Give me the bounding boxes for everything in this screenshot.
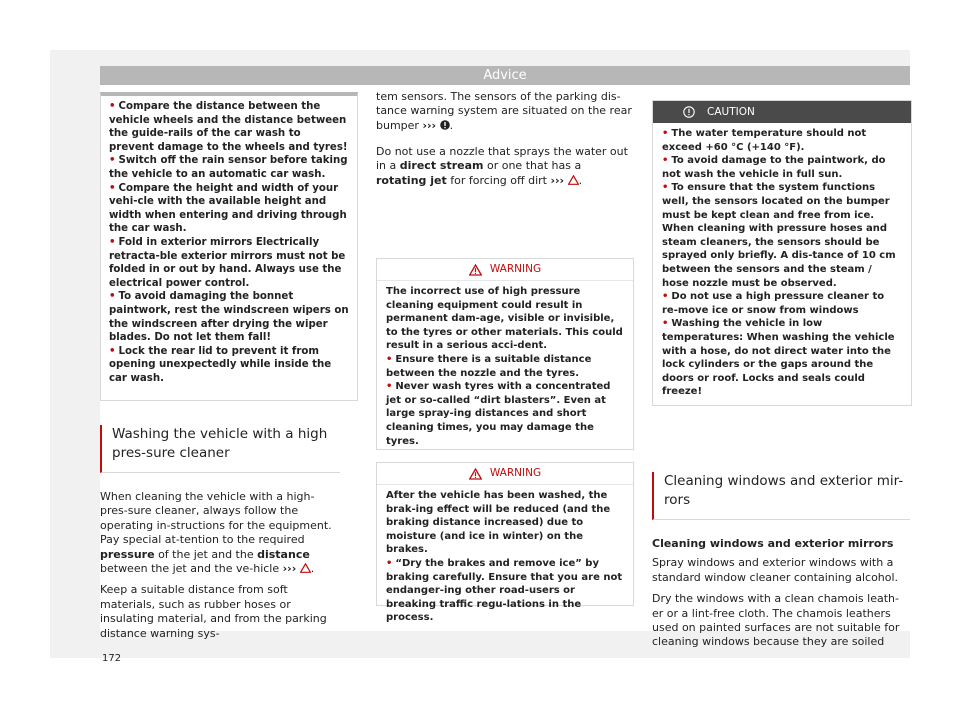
warning-triangle-icon bbox=[469, 264, 482, 276]
bullet-icon: • bbox=[109, 236, 116, 248]
list-item: • Compare the distance between the vehicle wheels and the distance between the guide-rails of the car wash to prevent damage to the wheels and tyres! bbox=[109, 101, 348, 153]
advice-box bbox=[100, 92, 358, 401]
list-item: • Switch off the rain sensor before taking the vehicle to an automatic car wash. bbox=[109, 155, 348, 180]
paragraph: tem sensors. The sensors of the parking dis-tance warning system are situated on the rear bumper ››› . bbox=[376, 90, 632, 132]
paragraph: Dry the windows with a clean chamois leath-er or a lint-free cloth. The chamois leathers used on painted surfaces are not suitable for cleaning windows because they are soiled bbox=[652, 592, 900, 649]
bullet-icon: • bbox=[662, 155, 669, 167]
paragraph: Keep a suitable distance from soft materials, such as rubber hoses or insulating material, and from the parking distance warning sys- bbox=[100, 583, 327, 640]
list-item: • To avoid damaging the bonnet paintwork, rest the windscreen wipers on the windscreen after drying the wiper blades. Do not let them fall! bbox=[109, 291, 349, 344]
warning-body bbox=[377, 485, 633, 631]
info-circle-icon bbox=[440, 120, 450, 130]
reference-arrow[interactable]: ››› bbox=[550, 173, 565, 187]
warning-label: WARNING bbox=[489, 466, 542, 479]
warning-box bbox=[376, 258, 634, 450]
subheading: Cleaning windows and exterior mirrors bbox=[652, 537, 894, 550]
manual-page bbox=[50, 50, 910, 664]
list-item: • Ensure there is a suitable distance between the nozzle and the tyres. bbox=[386, 353, 592, 379]
bullet-icon: • bbox=[109, 101, 116, 112]
bullet-icon: • bbox=[386, 557, 393, 569]
warning-triangle-icon bbox=[469, 468, 482, 480]
list-item: • Lock the rear lid to prevent it from opening unexpectedly while inside the car wash. bbox=[109, 345, 332, 384]
bullet-icon: • bbox=[386, 381, 393, 393]
warning-intro: After the vehicle has been washed, the brak-ing effect will be reduced (and the braking distance increased) due to moisture (and ice in winter) on the brakes. bbox=[386, 490, 611, 556]
bullet-icon: • bbox=[662, 128, 669, 139]
bullet-icon: • bbox=[109, 155, 116, 167]
bullet-icon: • bbox=[109, 291, 116, 303]
warning-intro: The incorrect use of high pressure cleaning equipment could result in permanent dam-age, visible or invisible, to the tyres or other materials. This could result in a serious acci-dent. bbox=[386, 286, 623, 352]
reference-arrow[interactable]: ››› bbox=[282, 562, 297, 576]
list-item: • To avoid damage to the paintwork, do not wash the vehicle in full sun. bbox=[662, 155, 886, 180]
section-windows bbox=[652, 472, 910, 650]
list-item: • “Dry the brakes and remove ice” by braking carefully. Ensure that you are not endanger-ing other road-users or breaking traffic regu-lations in the process. bbox=[386, 557, 623, 624]
list-item: • Washing the vehicle in low temperatures: When washing the vehicle with a hose, do not direct water into the lock cylinders or the gaps around the doors or roof. Locks and seals could freeze! bbox=[662, 318, 895, 398]
section-high-pressure bbox=[100, 425, 340, 641]
warning-label: WARNING bbox=[489, 262, 542, 275]
caution-header bbox=[653, 101, 911, 123]
bullet-icon: • bbox=[109, 182, 116, 194]
caution-body bbox=[653, 123, 911, 405]
paragraph: When cleaning the vehicle with a high-pres-sure cleaner, always follow the operating in-structions for the equipment. Pay special at-tention to the required pressure of the jet and the distance between the jet and the ve-hicle ››› . bbox=[100, 490, 332, 576]
caution-label: CAUTION bbox=[707, 106, 755, 118]
warning-triangle-icon bbox=[568, 175, 579, 185]
list-item: • Compare the height and width of your vehi-cle with the available height and width when entering and driving through the car wash. bbox=[109, 182, 347, 235]
list-item: • Fold in exterior mirrors Electrically retracta-ble exterior mirrors must not be folded in or out by hand. Always use the electrical power control. bbox=[109, 236, 346, 289]
paragraph: Spray windows and exterior windows with a standard window cleaner containing alcohol. bbox=[652, 556, 899, 584]
bullet-icon: • bbox=[662, 291, 669, 303]
bullet-icon: • bbox=[386, 353, 393, 365]
warning-box bbox=[376, 462, 634, 624]
section-title: Washing the vehicle with a high pres-sure cleaner bbox=[100, 425, 340, 473]
warning-header bbox=[377, 463, 633, 485]
list-item: • To ensure that the system functions well, the sensors located on the bumper must be kept clean and free from ice. When cleaning with pressure hoses and steam cleaners, the sensors should be sprayed only briefly. A dis-tance of 10 cm between the sensors and the steam / hose nozzle must be observed. bbox=[662, 182, 896, 289]
list-item: • The water temperature should not exceed +60 °C (+140 °F). bbox=[662, 128, 867, 153]
bullet-icon: • bbox=[662, 182, 669, 194]
paragraph: Do not use a nozzle that sprays the water out in a direct stream or one that has a rotating jet for forcing off dirt ››› . bbox=[376, 145, 628, 187]
section-title: Cleaning windows and exterior mir-rors bbox=[652, 472, 910, 520]
info-circle-icon bbox=[683, 106, 695, 118]
warning-body bbox=[377, 281, 633, 454]
warning-triangle-icon bbox=[300, 563, 311, 573]
list-item: • Do not use a high pressure cleaner to re-move ice or snow from windows bbox=[662, 291, 885, 316]
bullet-icon: • bbox=[109, 345, 116, 357]
caution-box bbox=[652, 100, 912, 406]
reference-arrow[interactable]: ››› bbox=[422, 118, 437, 132]
list-item: • Never wash tyres with a concentrated jet or so-called “dirt blasters”. Even at large spray-ing distances and short cleaning times, you may damage the tyres. bbox=[386, 381, 611, 447]
page-number: 172 bbox=[102, 653, 122, 664]
page-header: Advice bbox=[100, 66, 910, 85]
bullet-icon: • bbox=[662, 318, 669, 330]
warning-header bbox=[377, 259, 633, 281]
page-content bbox=[100, 85, 910, 664]
